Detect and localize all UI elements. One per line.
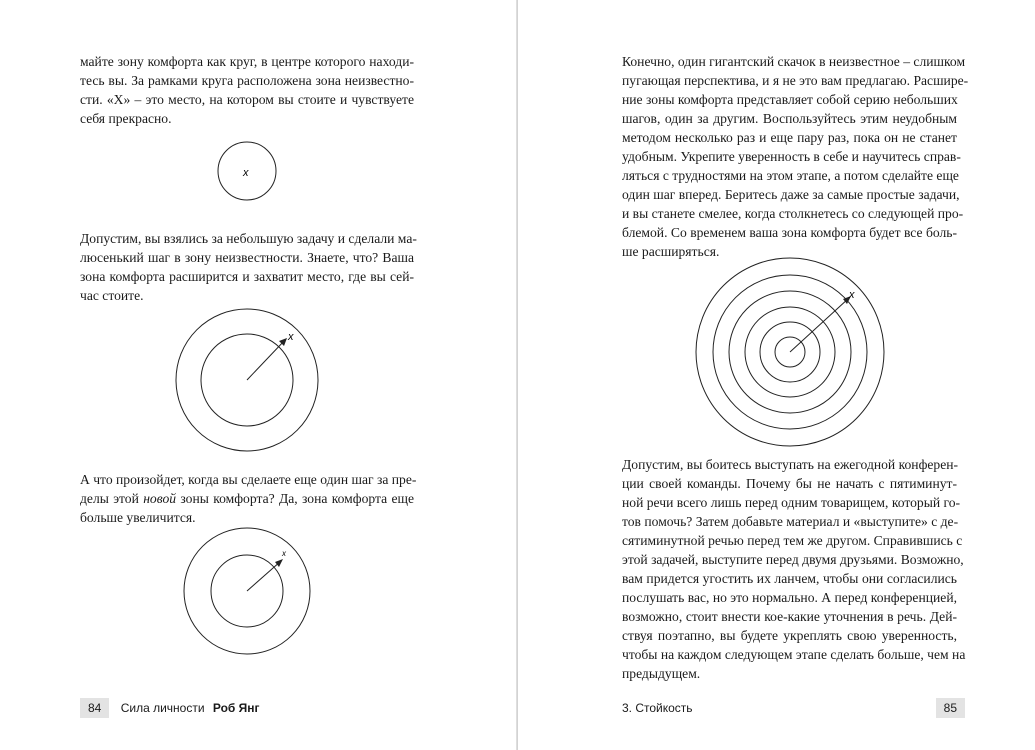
text-line: Допустим, вы боитесь выступать на ежегодной конферен- <box>622 457 959 472</box>
emphasis-new: новой <box>143 491 177 506</box>
left-footer <box>80 698 260 718</box>
text-line: зона комфорта расширится и захватит место, где вы сей- <box>80 269 414 284</box>
page-number: 84 <box>80 698 109 718</box>
right-paragraph-2 <box>622 455 966 683</box>
text-line: ной речи всего лишь перед одним товарищем, который го- <box>622 495 961 510</box>
text-line: ние зоны комфорта представляет собой серию небольших <box>622 92 958 107</box>
text-line: тесь вы. За рамками круга расположена зона неизвестно- <box>80 73 414 88</box>
position-marker-x: x <box>282 549 286 558</box>
position-marker-x: x <box>243 167 249 179</box>
text-line: сятиминутной речью перед тем же другом. Справившись с <box>622 533 963 548</box>
position-marker-x: x <box>849 289 855 301</box>
text-line: ции своей команды. Почему бы не начать с пятиминут- <box>622 476 957 491</box>
text-line: майте зону комфорта как круг, в центре которого находи- <box>80 54 414 69</box>
text-line: удобным. Укрепите уверенность в себе и научитесь справ- <box>622 149 961 164</box>
text-line: люсенький шаг в зону неизвестности. Знаете, что? Ваша <box>80 250 414 265</box>
text-line: методом несколько раз и еще пару раз, пока он не станет <box>622 130 957 145</box>
text-line: Конечно, один гигантский скачок в неизвестное – слишком <box>622 54 966 69</box>
text-line: послушать вас, но это нормально. А перед конференцией, <box>622 590 957 605</box>
text-line: А что произойдет, когда вы сделаете еще один шаг за пре- <box>80 472 417 487</box>
text-fragment: делы этой <box>80 491 144 506</box>
position-marker-x: x <box>288 331 294 343</box>
text-line: себя прекрасно. <box>80 111 172 126</box>
left-page <box>0 0 517 750</box>
text-line: шагов, один за другим. Воспользуйтесь этим неудобным <box>622 111 957 126</box>
text-line: ляться с трудностями на этом этапе, а потом сделайте еще <box>622 168 959 183</box>
text-line: вам придется угостить их ланчем, чтобы они согласились <box>622 571 957 586</box>
text-line: сти. «Х» – это место, на котором вы стоите и чувствуете <box>80 92 414 107</box>
page-number: 85 <box>936 698 965 718</box>
text-line: тов помочь? Затем добавьте материал и «выступите» с де- <box>622 514 959 529</box>
author-name: Роб Янг <box>212 701 260 715</box>
text-line: ше расширяться. <box>622 244 720 259</box>
growth-arrow <box>790 298 849 352</box>
comfort-zone-diagram-further <box>0 0 517 750</box>
text-line: один шаг вперед. Беритесь даже за самые простые задачи, <box>622 187 960 202</box>
text-line: ствуя поэтапно, вы будете укреплять свою уверенность, <box>622 628 957 643</box>
right-page <box>518 0 1035 750</box>
text-line: и вы станете смелее, когда столкнетесь со следующей про- <box>622 206 964 221</box>
text-line: час стоите. <box>80 288 144 303</box>
text-line: блемой. Со временем ваша зона комфорта будет все боль- <box>622 225 957 240</box>
book-title: Сила личности <box>120 701 205 715</box>
text-line: возможно, стоит внести кое-какие уточнения в речь. Дей- <box>622 609 957 624</box>
text-line: пугающая перспектива, и я не это вам предлагаю. Расшире- <box>622 73 969 88</box>
text-line: больше увеличится. <box>80 510 196 525</box>
chapter-title: 3. Стойкость <box>622 701 693 715</box>
text-line: этой задачей, выступите перед двумя друзьями. Возможно, <box>622 552 964 567</box>
right-footer <box>622 698 965 718</box>
text-line: предыдущем. <box>622 666 701 681</box>
text-fragment: зоны комфорта? Да, зона комфорта еще <box>176 491 414 506</box>
text-line: чтобы на каждом следующем этапе сделать больше, чем на <box>622 647 966 662</box>
growth-arrow <box>247 561 281 591</box>
text-line: Допустим, вы взялись за небольшую задачу и сделали ма- <box>80 231 417 246</box>
